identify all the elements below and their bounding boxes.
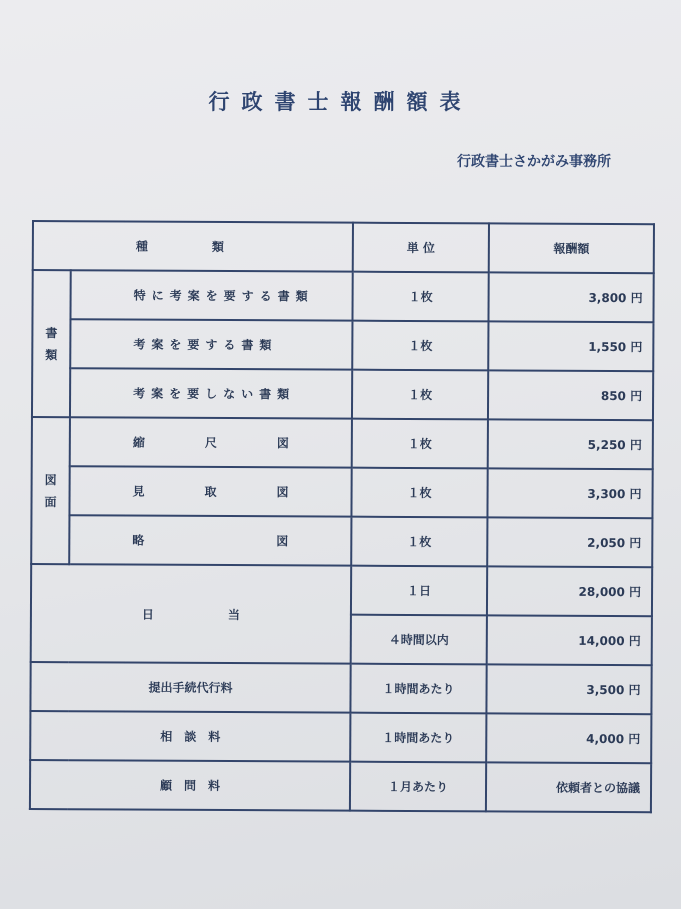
row-name-right: 当 <box>227 607 240 622</box>
row-name-mid: 尺 <box>204 435 217 450</box>
table-row <box>32 417 653 469</box>
row-name: 考案を要しない書類 <box>70 368 352 418</box>
table-row <box>32 270 653 322</box>
row-unit: １枚 <box>352 419 488 469</box>
row-name-left: 略 <box>132 533 145 548</box>
row-fee: 5,250 円 <box>488 419 653 469</box>
row-fee: 3,300 円 <box>487 468 652 518</box>
row-fee: 2,050 円 <box>487 517 652 567</box>
row-name-right: 図 <box>276 485 289 500</box>
row-name: 顧 問 料 <box>30 760 350 811</box>
row-fee: 28,000 円 <box>487 566 652 616</box>
category-drawings <box>31 417 70 564</box>
category-documents-char2: 類 <box>45 347 58 362</box>
header-unit: 単 位 <box>353 223 489 273</box>
table-row <box>31 564 652 616</box>
row-name <box>69 466 351 516</box>
table-row <box>30 662 651 714</box>
row-unit: １枚 <box>351 468 487 518</box>
row-name: 特に考案を要する書類 <box>70 270 352 320</box>
row-name-left: 日 <box>141 607 154 622</box>
row-unit: １枚 <box>352 321 488 371</box>
header-fee: 報酬額 <box>489 223 654 273</box>
category-documents-char1: 書 <box>45 325 58 340</box>
row-name: 考案を要する書類 <box>70 319 352 369</box>
row-name-left: 見 <box>132 484 145 499</box>
table-row <box>30 711 651 763</box>
header-type: 種 類 <box>33 221 353 272</box>
table-row <box>31 515 652 567</box>
table-row <box>32 368 653 420</box>
row-fee: 3,500 円 <box>486 664 651 714</box>
row-name: 相 談 料 <box>30 711 350 762</box>
fee-table-container <box>29 220 653 814</box>
row-unit: １日 <box>351 566 487 616</box>
row-name-right: 図 <box>276 534 289 549</box>
category-drawings-char1: 図 <box>44 472 57 487</box>
row-unit: １時間あたり <box>350 713 486 763</box>
row-name-left: 縮 <box>132 435 145 450</box>
row-name-right: 図 <box>276 436 289 451</box>
row-name <box>69 515 351 565</box>
row-fee: 14,000 円 <box>487 615 652 665</box>
table-row <box>31 466 652 518</box>
row-fee: 4,000 円 <box>486 713 651 763</box>
row-unit: １枚 <box>352 370 488 420</box>
category-documents <box>32 270 71 417</box>
office-name: 行政書士さかがみ事務所 <box>457 154 611 170</box>
row-unit: １枚 <box>351 517 487 567</box>
page-title: 行政書士報酬額表 <box>208 90 473 114</box>
row-name-mid: 取 <box>204 484 217 499</box>
row-fee: 依頼者との協議 <box>486 762 651 812</box>
row-name <box>70 417 352 467</box>
row-unit: １時間あたり <box>350 664 486 714</box>
fee-table <box>29 220 655 813</box>
row-fee: 850 円 <box>488 370 653 420</box>
row-name: 提出手続代行料 <box>30 662 350 713</box>
table-header-row <box>33 221 654 273</box>
table-row <box>30 760 651 812</box>
row-fee: 1,550 円 <box>488 321 653 371</box>
row-fee: 3,800 円 <box>488 272 653 322</box>
row-unit: １枚 <box>352 272 488 322</box>
row-unit: １月あたり <box>350 762 486 812</box>
row-name-daily <box>31 564 352 664</box>
table-row <box>32 319 653 371</box>
row-unit: ４時間以内 <box>351 615 487 665</box>
category-drawings-char2: 面 <box>44 494 57 509</box>
